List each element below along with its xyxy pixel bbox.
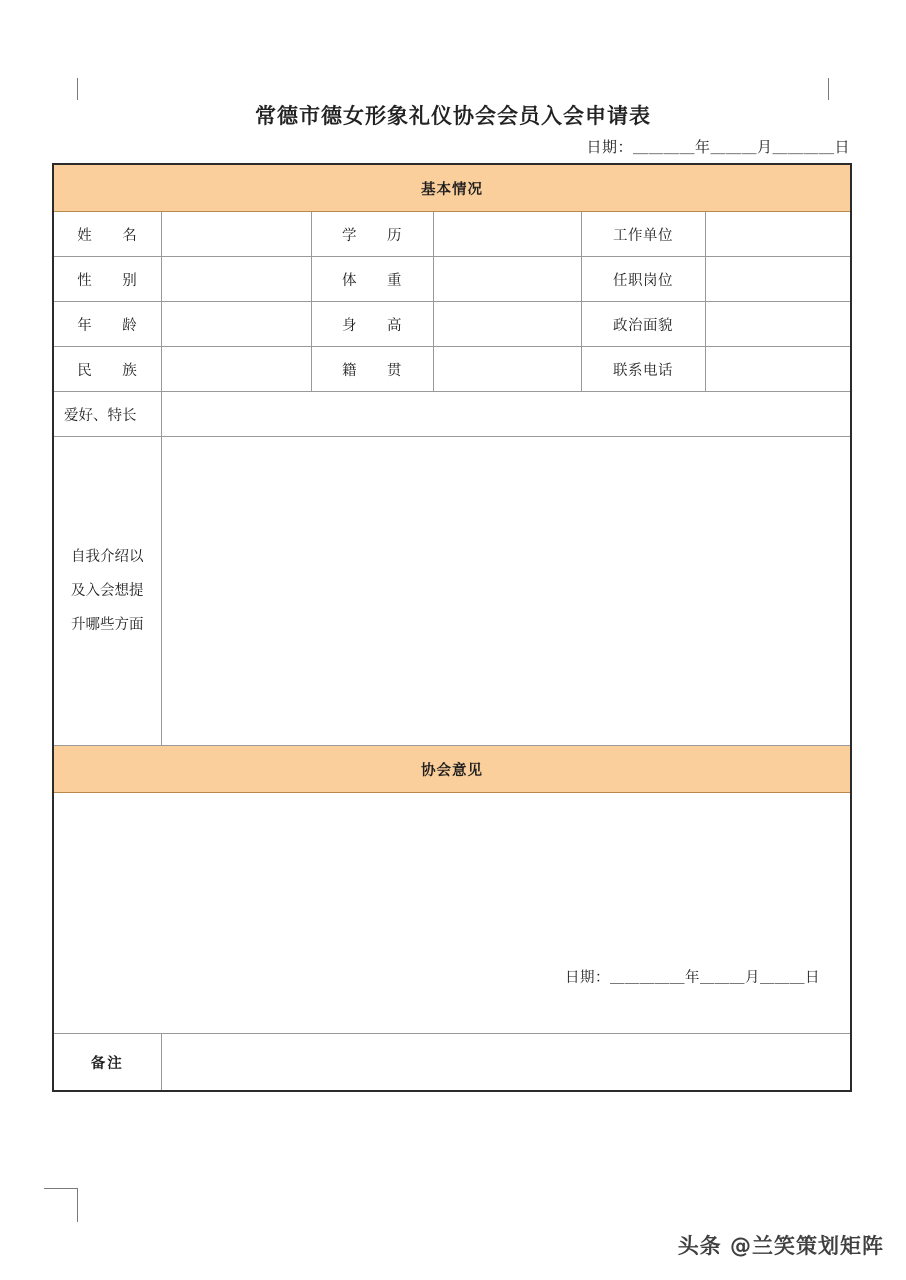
field-value-native-place[interactable] — [433, 347, 581, 392]
field-value-ethnicity[interactable] — [161, 347, 311, 392]
field-label-education: 学 历 — [311, 212, 433, 257]
field-value-weight[interactable] — [433, 257, 581, 302]
field-label-ethnicity: 民 族 — [53, 347, 161, 392]
table-row — [53, 793, 851, 1034]
field-value-gender[interactable] — [161, 257, 311, 302]
date-line-bottom: 日期：＿＿＿＿＿年＿＿＿月＿＿＿日 — [565, 970, 820, 986]
table-row — [53, 347, 851, 392]
section-header-opinion-row — [53, 746, 851, 793]
table-row — [53, 302, 851, 347]
field-label-work-unit: 工作单位 — [581, 212, 705, 257]
field-value-hobbies[interactable] — [161, 392, 851, 437]
field-value-age[interactable] — [161, 302, 311, 347]
field-value-education[interactable] — [433, 212, 581, 257]
field-value-position[interactable] — [705, 257, 851, 302]
field-label-age: 年 龄 — [53, 302, 161, 347]
field-label-phone: 联系电话 — [581, 347, 705, 392]
application-form-table — [52, 163, 852, 1092]
field-label-weight: 体 重 — [311, 257, 433, 302]
field-label-position: 任职岗位 — [581, 257, 705, 302]
field-value-height[interactable] — [433, 302, 581, 347]
table-row — [53, 437, 851, 746]
field-label-gender: 性 别 — [53, 257, 161, 302]
field-value-work-unit[interactable] — [705, 212, 851, 257]
field-label-remarks: 备注 — [53, 1034, 161, 1092]
section-header-basic-info: 基本情况 — [53, 164, 851, 212]
table-row — [53, 392, 851, 437]
field-value-name[interactable] — [161, 212, 311, 257]
field-value-political-status[interactable] — [705, 302, 851, 347]
date-line-top: 日期：＿＿＿＿年＿＿＿月＿＿＿＿日 — [586, 138, 850, 156]
field-label-political-status: 政治面貌 — [581, 302, 705, 347]
section-header-association-opinion: 协会意见 — [53, 746, 851, 793]
field-label-name: 姓 名 — [53, 212, 161, 257]
intro-label-line-3: 升哪些方面 — [71, 617, 144, 633]
field-value-self-introduction[interactable] — [161, 437, 851, 746]
table-row — [53, 1034, 851, 1092]
field-label-hobbies: 爱好、特长 — [53, 392, 161, 437]
table-row — [53, 212, 851, 257]
field-label-native-place: 籍 贯 — [311, 347, 433, 392]
field-label-height: 身 高 — [311, 302, 433, 347]
watermark: 头条 @兰笑策划矩阵 — [677, 1234, 884, 1258]
crop-mark-bottom-left — [44, 1188, 78, 1222]
field-value-association-opinion[interactable] — [53, 793, 851, 1034]
page-title: 常德市德女形象礼仪协会会员入会申请表 — [0, 100, 906, 132]
section-header-basic-info-row — [53, 164, 851, 212]
intro-label-line-1: 自我介绍以 — [71, 549, 144, 565]
table-row — [53, 257, 851, 302]
intro-label-line-2: 及入会想提 — [71, 583, 144, 599]
field-value-phone[interactable] — [705, 347, 851, 392]
field-label-self-introduction — [53, 437, 161, 746]
field-value-remarks[interactable] — [161, 1034, 851, 1092]
